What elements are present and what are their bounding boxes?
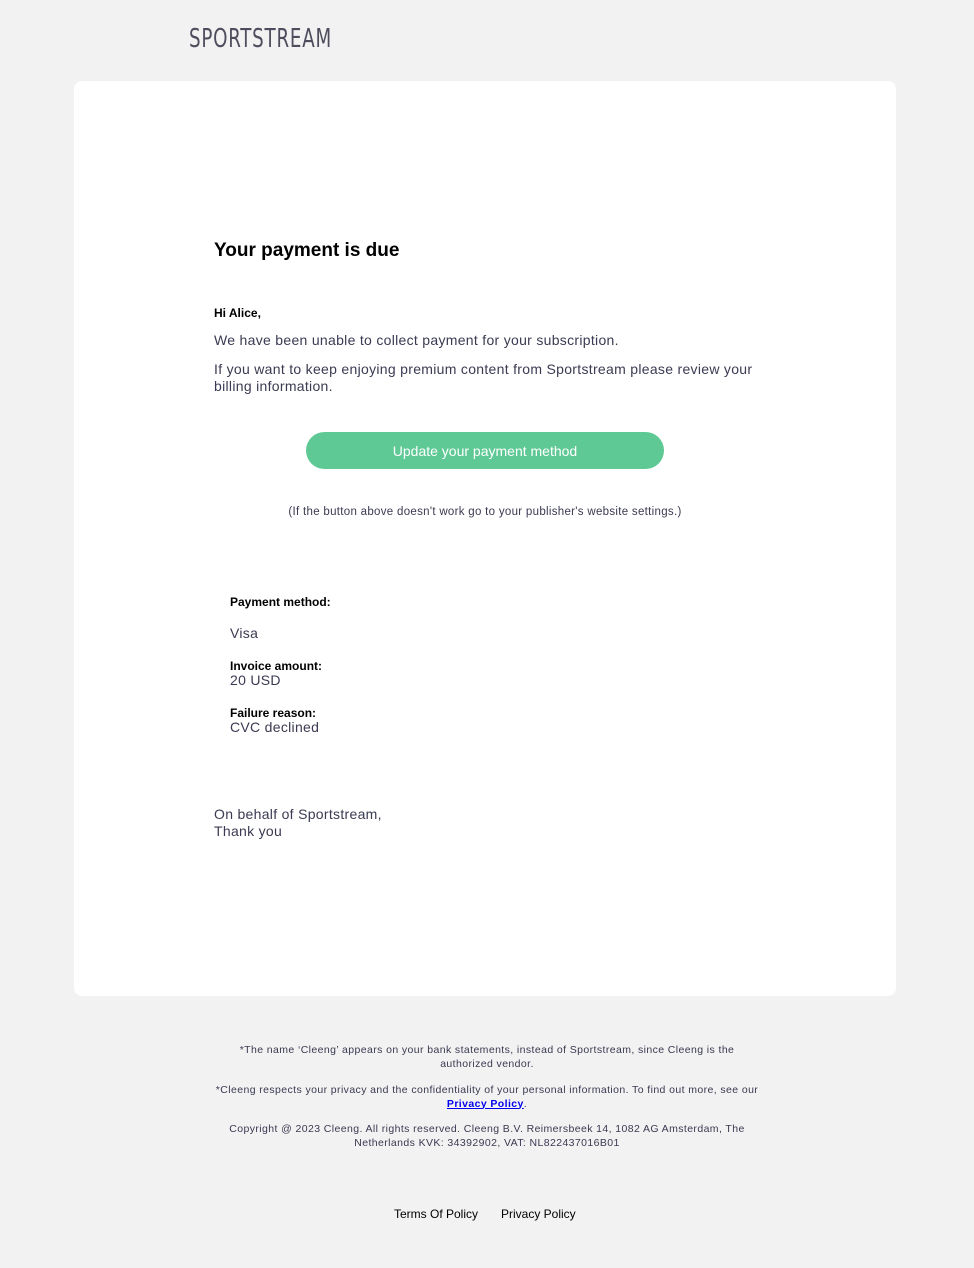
payment-method-label: Payment method: xyxy=(230,595,331,609)
page-title: Your payment is due xyxy=(214,240,400,261)
message-line-2: If you want to keep enjoying premium content from Sportstream please review your billing information. xyxy=(214,361,753,394)
privacy-policy-inline-link[interactable]: Privacy Policy xyxy=(446,1097,524,1110)
payment-method-value: Visa xyxy=(230,625,259,641)
update-payment-button[interactable]: Update your payment method xyxy=(306,432,664,469)
invoice-amount-value: 20 USD xyxy=(230,672,281,688)
vendor-note: *The name ‘Cleeng’ appears on your bank statements, instead of Sportstream, since Cleeng is the authorized vendor. xyxy=(239,1044,735,1070)
email-card xyxy=(74,81,896,996)
message-line-1: We have been unable to collect payment for your subscription. xyxy=(214,332,619,348)
invoice-amount-label: Invoice amount: xyxy=(230,659,323,673)
privacy-note-end: . xyxy=(523,1097,528,1110)
greeting: Hi Alice, xyxy=(214,306,261,320)
copyright: Copyright @ 2023 Cleeng. All rights reserved. Cleeng B.V. Reimersbeek 14, 1082 AG Amsterdam, The Netherlands KVK: 34392902, VAT: NL822437016B01 xyxy=(229,1123,745,1149)
brand-logo: SPORTSTREAM xyxy=(189,24,333,54)
fallback-note: (If the button above doesn't work go to your publisher's website settings.) xyxy=(288,506,682,518)
terms-link[interactable]: Terms Of Policy xyxy=(394,1207,479,1221)
failure-reason-label: Failure reason: xyxy=(230,706,317,720)
privacy-note xyxy=(214,1084,760,1111)
failure-reason-value: CVC declined xyxy=(230,719,320,735)
signoff-line-2: Thank you xyxy=(214,823,283,839)
privacy-note-text: *Cleeng respects your privacy and the confidentiality of your personal information. To find out more, see our xyxy=(215,1084,759,1096)
privacy-policy-link[interactable]: Privacy Policy xyxy=(501,1207,576,1221)
signoff-line-1: On behalf of Sportstream, xyxy=(214,806,382,822)
